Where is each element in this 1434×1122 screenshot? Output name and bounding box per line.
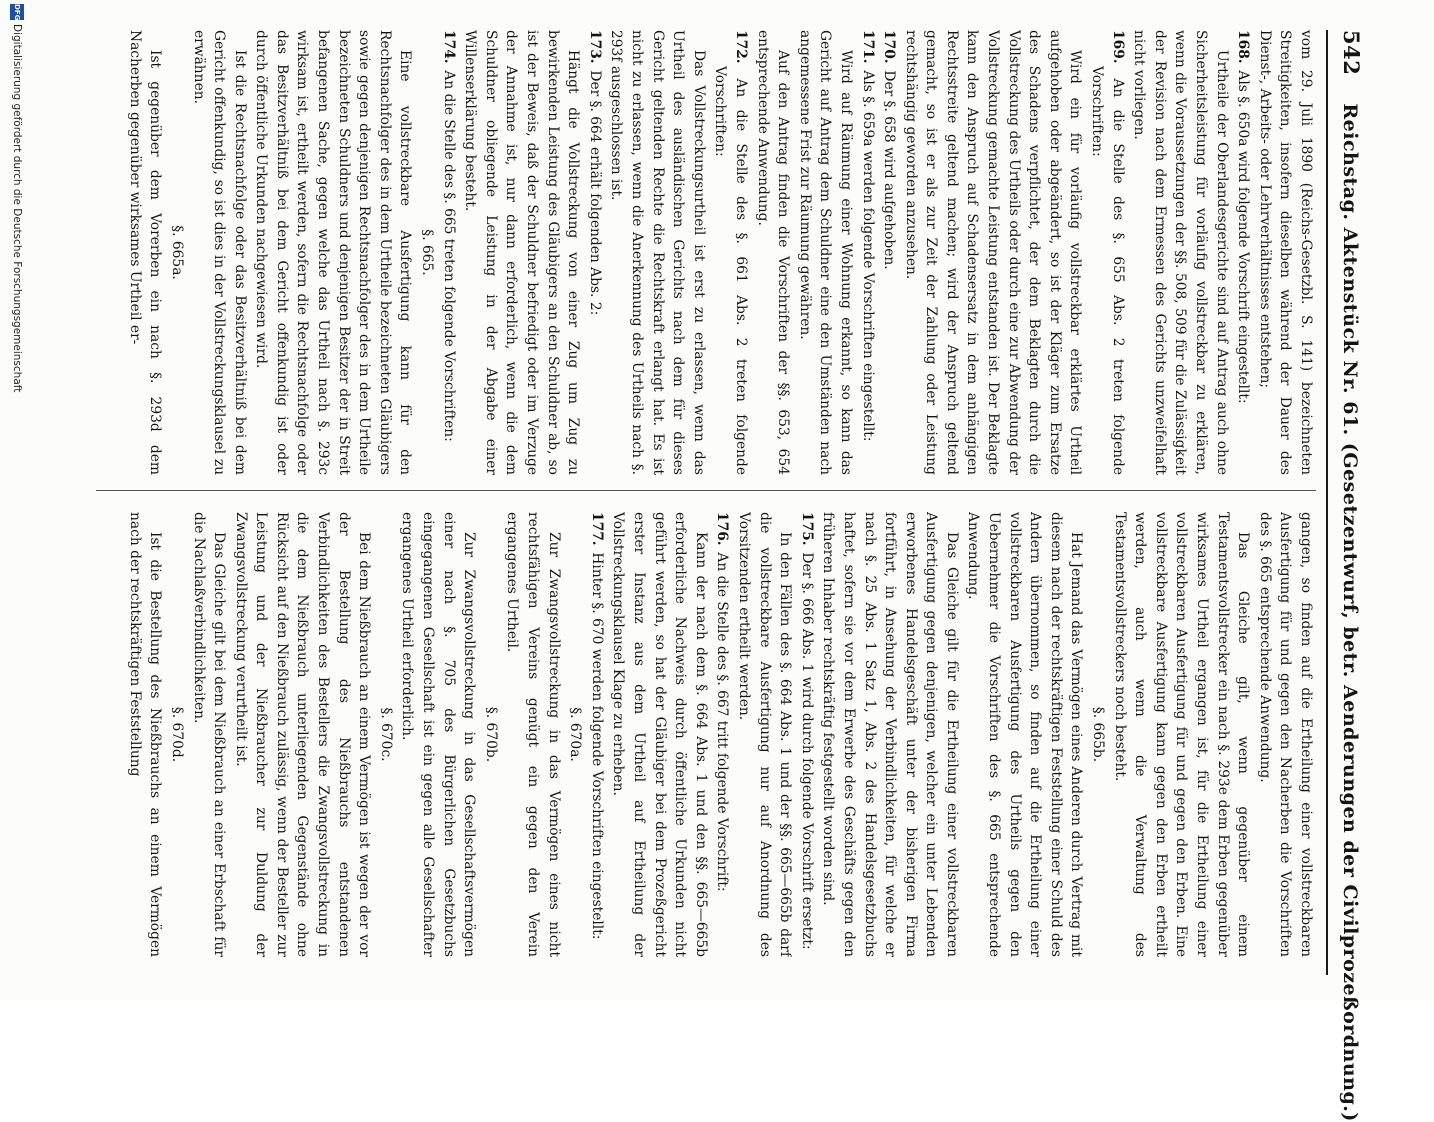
section-heading: §. 665. (419, 229, 436, 276)
paragraph: Kann der nach dem §. 664 Abs. 1 und den §§. 665—665b erforderliche Nachweis durch öffentliche Urkunden nicht geführt werden, so hat der Gläubiger bei dem Prozeßgericht erster Instanz aus dem Urtheil auf Ertheilung der Vollstreckungsklausel Klage zu erheben. (610, 512, 709, 957)
paragraph: Ist die Bestellung des Nießbrauchs an einem Vermögen nach der rechtskräftigen Feststellung (126, 512, 164, 957)
provision-text: An die Stelle des §. 655 Abs. 2 treten folgende Vorschriften: (1089, 66, 1126, 475)
continued-paragraph: vom 29. Juli 1890 (Reichs-Gesetzbl. S. 141) bezeichneten Streitigkeiten, insofern dieselben während der Dauer des Dienst-, Arbeits- oder Lehrverhältnisses entstehen; (1256, 30, 1314, 475)
paragraph: Ist gegenüber dem Vorerben ein nach §. 293d dem Nacherben gegenüber wirksames Urtheil er- (126, 30, 164, 475)
numbered-provision (586, 512, 607, 957)
paragraph: Das Gleiche gilt, wenn gegenüber einem Testamentsvollstrecker ein nach §. 293e dem Erben gegenüber wirksames Urtheil ergangen ist, für die Ertheilung einer vollstreckbaren Ausfertigung für und gegen den Erben. Eine vollstreckbare Ausfertigung kann gegen den Erben ertheilt werden, auch wenn die Verwaltung des Testamentsvollstreckers noch besteht. (1111, 512, 1252, 957)
right-text-column (90, 512, 1316, 957)
provision-number: 174. (440, 30, 457, 64)
numbered-provision (879, 30, 900, 475)
numbered-provision (1233, 30, 1254, 475)
numbered-provision (712, 512, 733, 957)
column-divider (96, 490, 1316, 491)
provision-text: An die Stelle des §. 665 treten folgende Vorschriften: (440, 70, 457, 442)
numbered-provision (857, 30, 878, 475)
provision-text: Als §. 659a werden folgende Vorschriften eingestellt: (859, 70, 876, 442)
section-heading: §. 670b. (482, 706, 499, 763)
paragraph: Wird ein für vorläufig vollstreckbar erklärtes Urtheil aufgehoben oder abgeändert, so ist der Kläger zum Ersatze des Schadens verpflichtet, der dem Beklagten durch die Vollstreckung des Urtheils oder durch eine zur Abwendung der Vollstreckung gemachte Leistung entstanden ist. Der Beklagte kann den Anspruch auf Schadensersatz in dem anhängigen Rechtsstreite geltend machen; wird der Anspruch geltend gemacht, so ist er als zur Zeit der Zahlung oder Leistung rechtshängig geworden anzusehen. (902, 30, 1084, 475)
paragraph: Zur Zwangsvollstreckung in das Gesellschaftsvermögen einer nach §. 705 des Bürgerlichen Gesetzbuchs eingegangenen Gesellschaft ist ein gegen alle Gesellschafter ergangenes Urtheil erforderlich. (399, 512, 478, 957)
section-heading: §. 665b. (1090, 706, 1107, 763)
provision-number: 170. (881, 30, 898, 64)
dfg-logo-icon: DFG (10, 4, 24, 20)
paragraph: Das Gleiche gilt für die Ertheilung einer vollstreckbaren Ausfertigung gegen denjenigen, welcher ein unter Lebenden erworbenes Handelsgeschäft unter der bisherigen Firma fortführt, in Ansehung der Verbindlichkeiten, für welche er nach §. 25 Abs. 1 Satz 1, Abs. 2 des Handelsgesetzbuchs haftet, sofern sie vor dem Erwerbe des Geschäfts gegen den früheren Inhaber rechtskräftig festgestellt worden sind. (820, 512, 960, 957)
page-header (1326, 30, 1364, 1122)
provision-text: Der §. 666 Abs. 1 wird durch folgende Vorschrift ersetzt: (798, 552, 815, 950)
provision-text: Der §. 664 erhält folgenden Abs. 2: (586, 70, 603, 316)
provision-number: 173. (586, 30, 603, 64)
provision-text: Der §. 658 wird aufgehoben. (881, 70, 898, 270)
paragraph: Urtheile der Oberlandesgerichte sind auf Antrag auch ohne Sicherheitsleistung für vorläufig vollstreckbar zu erklären, wenn die Voraussetzungen der §§. 508, 509 für die Zulässigkeit der Revision nach dem Ermessen des Gerichts unzweifelhaft nicht vorliegen. (1131, 30, 1230, 475)
section-heading: §. 670c. (377, 707, 394, 762)
provision-text: An die Stelle des §. 667 tritt folgende Vorschrift: (714, 552, 731, 892)
numbered-provision (796, 512, 817, 957)
section-heading: §. 670a. (567, 707, 584, 762)
section-heading: §. 670d. (168, 706, 185, 763)
provision-number: 177. (588, 512, 605, 546)
digitization-credit (6, 0, 28, 1004)
paragraph: Wird auf Räumung einer Wohnung erkannt, so kann das Gericht auf Antrag dem Schuldner eine den Umständen nach angemessene Frist zur Räumung gewähren. (796, 30, 854, 475)
paragraph: Eine vollstreckbare Ausfertigung kann für den Rechtsnachfolger des in dem Urtheile bezeichneten Gläubigers sowie gegen denjenigen Rechtsnachfolger des in dem Urtheile bezeichneten Schuldners und denjenigen Besitzer der in Streit befangenen Sache, gegen welche das Urtheil nach §. 293c wirksam ist, ertheilt werden, sofern die Rechtsnachfolge oder das Besitzverhältniß bei dem Gericht offenkundig ist oder durch öffentliche Urkunden nachgewiesen wird. (253, 30, 414, 475)
paragraph: Bei dem Nießbrauch an einem Vermögen ist wegen der vor der Bestellung des Nießbrauchs entstandenen Verbindlichkeiten des Bestellers die Zwangsvollstreckung in die dem Nießbrauch unterliegenden Gegenstände ohne Rücksicht auf den Nießbrauch zulässig, wenn der Besteller zur Leistung und der Nießbraucher zur Duldung der Zwangsvollstreckung verurtheilt ist. (232, 512, 373, 957)
page-number: 542 (1339, 30, 1364, 76)
continued-paragraph: gangen, so finden auf die Ertheilung einer vollstreckbaren Ausfertigung für und gegen den Nacherben die Vorschriften des §. 665 entsprechende Anwendung. (1256, 512, 1314, 957)
provision-number: 176. (714, 512, 731, 546)
left-text-column (90, 30, 1316, 475)
paragraph: Das Gleiche gilt bei dem Nießbrauch an einer Erbschaft für die Nachlaßverbindlichkeiten. (190, 512, 228, 957)
provision-number: 172. (732, 30, 749, 64)
provision-number: 169. (1109, 30, 1126, 64)
digitization-credit-text: Digitalisierung gefördert durch die Deutsche Forschungsgemeinschaft (11, 24, 23, 393)
numbered-provision (438, 30, 459, 475)
numbered-provision (710, 30, 751, 475)
provision-number: 168. (1235, 30, 1252, 64)
paragraph: Das Vollstreckungsurtheil ist erst zu erlassen, wenn das Urtheil des ausländischen Gerichts nach dem für dieses Gericht geltenden Rechte die Rechtskraft erlangt hat. Es ist nicht zu erlassen, wenn die Anerkennung des Urtheils nach §. 293f ausgeschlossen ist. (608, 30, 707, 475)
provision-number: 175. (798, 512, 815, 546)
provision-number: 171. (859, 30, 876, 64)
paragraph: In den Fällen des §. 664 Abs. 1 und der §§. 665—665b darf die vollstreckbare Ausfertigung nur auf Anordnung des Vorsitzenden ertheilt werden. (735, 512, 794, 957)
section-heading: §. 665a. (168, 225, 185, 280)
paragraph: Auf den Antrag finden die Vorschriften der §§. 653, 654 entsprechende Anwendung. (754, 30, 792, 475)
provision-text: Als §. 650a wird folgende Vorschrift eingestellt: (1235, 70, 1252, 404)
paragraph: Hängt die Vollstreckung von einer Zug um Zug zu bewirkenden Leistung des Gläubigers an den Schuldner ab, so ist der Beweis, daß der Schuldner befriedigt oder im Verzuge der Annahme ist, nur dann erforderlich, wenn die dem Schuldner obliegende Leistung in der Abgabe einer Willenserklärung besteht. (462, 30, 582, 475)
numbered-provision (1086, 30, 1127, 475)
paragraph: Ist die Rechtsnachfolge oder das Besitzverhältniß bei dem Gericht offenkundig, so ist dies in der Vollstreckungsklausel zu erwähnen. (190, 30, 248, 475)
paragraph: Hat Jemand das Vermögen eines Anderen durch Vertrag mit diesem nach der rechtskräftigen Feststellung einer Schuld des Andern übernommen, so finden auf die Ertheilung einer vollstreckbaren Ausfertigung des Urtheils gegen den Uebernehmer die Vorschriften des §. 665 entsprechende Anwendung. (965, 512, 1085, 957)
numbered-provision (584, 30, 605, 475)
page-title: Reichstag. Aktenstück Nr. 61. (Gesetzentwurf, betr. Aenderungen der Civilprozeßordnung.) (1339, 103, 1361, 1122)
provision-text: An die Stelle des §. 661 Abs. 2 treten folgende Vorschriften: (712, 66, 749, 475)
paragraph: Zur Zwangsvollstreckung in das Vermögen eines nicht rechtsfähigen Vereins genügt ein gegen den Verein ergangenes Urtheil. (504, 512, 562, 957)
provision-text: Hinter §. 670 werden folgende Vorschriften eingestellt: (588, 552, 605, 940)
